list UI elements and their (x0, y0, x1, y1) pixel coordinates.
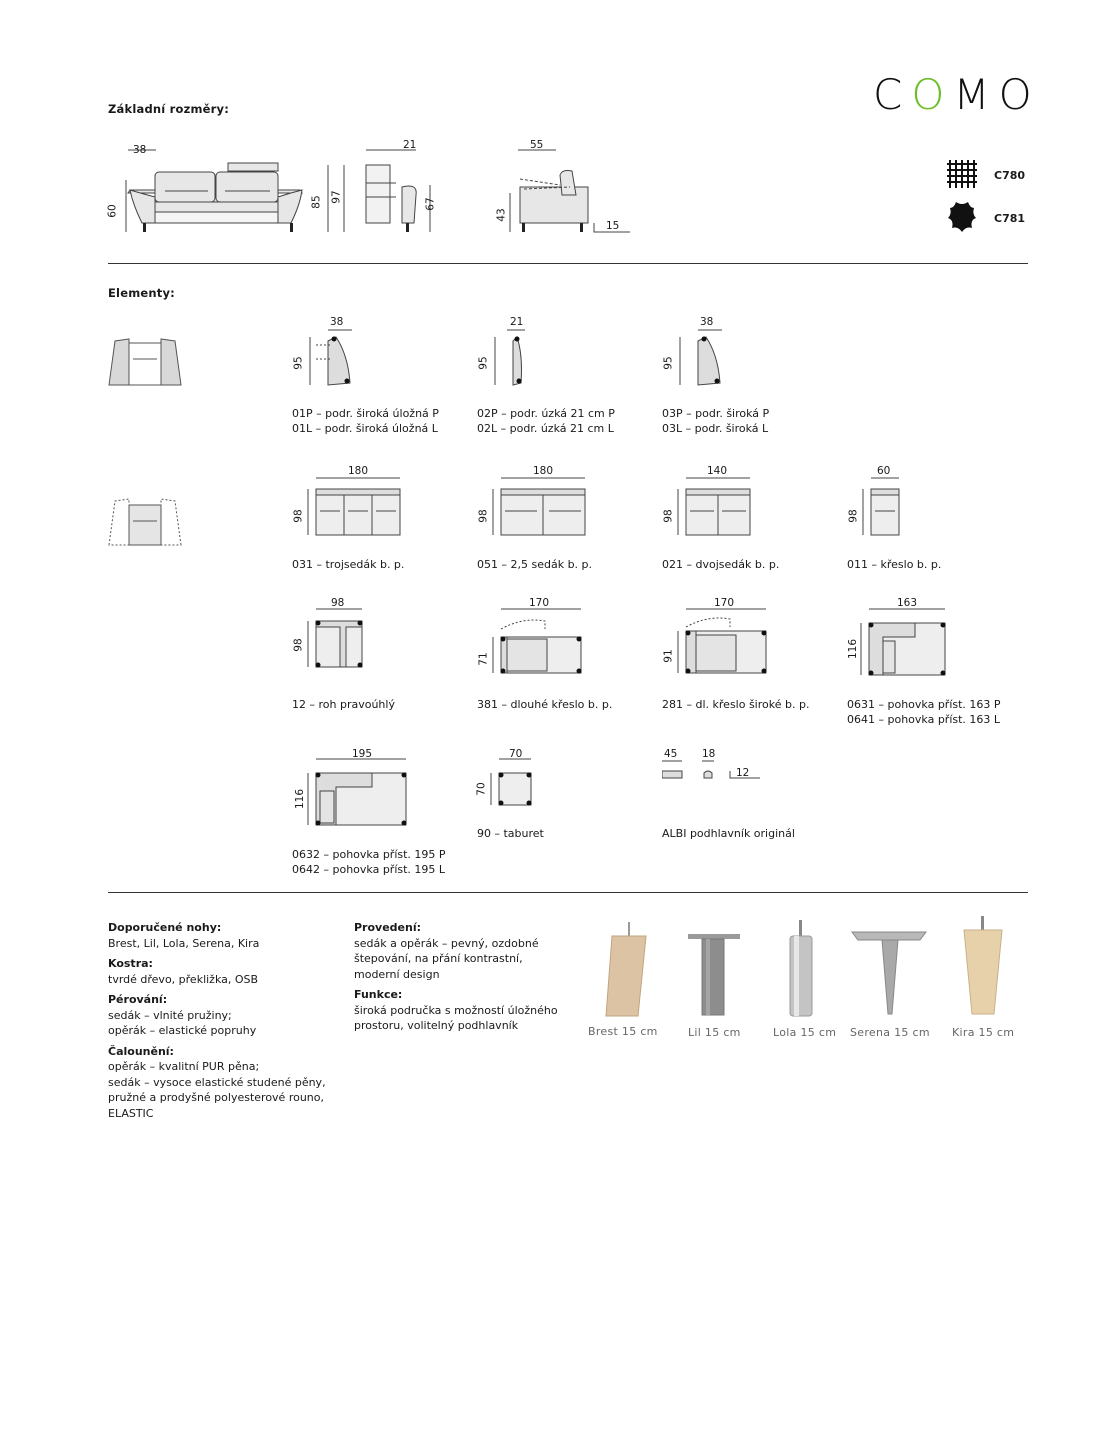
el-281-width: 170 (714, 597, 735, 609)
el-0642-label-l: 0642 – pohovka příst. 195 L (292, 863, 446, 876)
info-upholstery-line4: ELASTIC (108, 1106, 154, 1120)
arm-03-label-p: 03P – podr. široká P (662, 407, 770, 420)
el-0631-width: 163 (897, 597, 918, 609)
arm-element-02 (477, 315, 677, 445)
sofa-051-height: 98 (477, 509, 490, 523)
dim-leg: 15 (606, 220, 620, 232)
el-12-label: 12 – roh pravoúhlý (292, 698, 395, 711)
element-381 (477, 597, 657, 727)
el-90-width: 70 (509, 748, 523, 760)
arm-03-width: 38 (700, 316, 714, 328)
dim-seat-depth: 55 (530, 139, 544, 151)
sofa-051 (477, 465, 657, 575)
sofa-031 (292, 465, 472, 575)
element-0631 (847, 597, 1027, 727)
info-function-line1: široká područka s možností úložného (354, 1003, 558, 1017)
dim-arm-narrow: 21 (403, 139, 417, 151)
sofa-011-height: 98 (847, 509, 860, 523)
dim-depth: 60 (106, 204, 119, 218)
arm-element-03 (662, 315, 862, 445)
el-0632-label-p: 0632 – pohovka příst. 195 P (292, 848, 446, 861)
sofa-031-width: 180 (348, 465, 369, 477)
sofa-011-width: 60 (877, 465, 891, 477)
info-upholstery-line1: opěrák – kvalitní PUR pěna; (108, 1060, 260, 1073)
sofa-011 (847, 465, 1027, 575)
element-281 (662, 597, 842, 727)
arm-01-height: 95 (292, 356, 305, 370)
el-0632-height: 116 (294, 788, 307, 810)
divider-1 (108, 263, 1028, 264)
brest-leg-icon (598, 920, 658, 1020)
dim-height-97: 97 (330, 190, 343, 204)
albi-width-18: 18 (702, 748, 716, 760)
lola-leg-label: Lola 15 cm (773, 1026, 837, 1039)
armchair-perspective-icon-2 (105, 495, 185, 549)
el-0632-width: 195 (352, 748, 373, 760)
info-function-title: Funkce: (354, 988, 403, 1001)
arm-02-label-l: 02L – podr. úzká 21 cm L (477, 422, 614, 435)
basic-dims-title: Základní rozměry: (108, 102, 230, 116)
serena-leg-icon (850, 920, 930, 1020)
brest-leg-label: Brest 15 cm (588, 1025, 658, 1038)
arm-02-height: 95 (477, 356, 490, 370)
info-upholstery-line2: sedák – vysoce elastické studené pěny, (108, 1075, 326, 1089)
albi-height-12: 12 (736, 767, 750, 779)
kira-leg-icon (958, 916, 1008, 1020)
sofa-011-label: 011 – křeslo b. p. (847, 558, 942, 571)
kira-leg-label: Kira 15 cm (952, 1026, 1015, 1039)
arm-02-label-p: 02P – podr. úzká 21 cm P (477, 407, 615, 420)
arm-02-width: 21 (510, 316, 524, 328)
swatch-c781-label: C781 (994, 212, 1026, 225)
el-12-width: 98 (331, 597, 345, 609)
info-column-1 (108, 920, 348, 1121)
sofa-021-width: 140 (707, 465, 728, 477)
info-springs-line1: sedák – vlnité pružiny; (108, 1008, 232, 1022)
armchair-perspective-icon-1 (105, 335, 185, 389)
dim-seat-height: 43 (495, 208, 508, 222)
lil-leg-icon (684, 920, 744, 1020)
brand-logo: COMO (873, 70, 1041, 119)
sofa-051-width: 180 (533, 465, 554, 477)
element-90-taburet (477, 747, 657, 847)
lil-leg-label: Lil 15 cm (688, 1026, 741, 1039)
arm-01-width: 38 (330, 316, 344, 328)
arm-03-height: 95 (662, 356, 675, 370)
info-column-2 (354, 920, 584, 1034)
info-function-line2: prostoru, volitelný podhlavník (354, 1019, 519, 1032)
el-281-height: 91 (662, 649, 675, 663)
sofa-051-label: 051 – 2,5 sedák b. p. (477, 558, 593, 571)
el-0641-label-l: 0641 – pohovka příst. 163 L (847, 713, 1001, 726)
el-381-height: 71 (477, 652, 490, 666)
el-12-height: 98 (292, 638, 305, 652)
el-0631-height: 116 (847, 638, 860, 660)
info-finish-title: Provedení: (354, 921, 422, 934)
el-381-width: 170 (529, 597, 550, 609)
elements-title: Elementy: (108, 286, 175, 300)
element-12-corner (292, 597, 472, 727)
serena-leg-label: Serena 15 cm (850, 1026, 930, 1039)
fabric-grid-icon (946, 158, 978, 190)
el-281-label: 281 – dl. křeslo široké b. p. (662, 698, 810, 711)
info-springs-line2: opěrák – elastické popruhy (108, 1024, 257, 1037)
el-381-label: 381 – dlouhé křeslo b. p. (477, 698, 613, 711)
info-legs-text: Brest, Lil, Lola, Serena, Kira (108, 936, 260, 950)
sofa-021 (662, 465, 842, 575)
dim-height-85: 85 (310, 195, 323, 209)
sofa-031-label: 031 – trojsedák b. p. (292, 558, 405, 571)
sofa-021-label: 021 – dvojsedák b. p. (662, 558, 780, 571)
info-finish-line3: moderní design (354, 967, 440, 981)
sofa-021-height: 98 (662, 509, 675, 523)
arm-01-label-p: 01P – podr. široká úložná P (292, 407, 439, 420)
info-finish-line2: štepování, na přání kontrastní, (354, 952, 523, 965)
lola-leg-icon (776, 920, 826, 1020)
arm-03-label-l: 03L – podr. široká L (662, 422, 769, 435)
arm-element-01 (292, 315, 492, 445)
albi-width-45: 45 (664, 748, 678, 760)
info-upholstery-line3: pružné a prodyšné polyesterové rouno, (108, 1091, 324, 1104)
el-90-label: 90 – taburet (477, 827, 544, 840)
el-0631-label-p: 0631 – pohovka příst. 163 P (847, 698, 1001, 711)
info-legs-title: Doporučené nohy: (108, 921, 222, 934)
element-0632 (292, 747, 472, 877)
divider-2 (108, 892, 1028, 893)
info-springs-title: Pérování: (108, 993, 168, 1006)
element-albi-headrest (662, 747, 842, 847)
el-90-height: 70 (475, 782, 488, 796)
sofa-031-height: 98 (292, 509, 305, 523)
dim-arm-height: 67 (424, 197, 437, 211)
swatch-c780-label: C780 (994, 169, 1026, 182)
info-frame-text: tvrdé dřevo, překližka, OSB (108, 972, 259, 986)
dim-arm-width: 38 (133, 144, 147, 156)
info-frame-title: Kostra: (108, 957, 153, 970)
info-upholstery-title: Čalounění: (108, 1044, 174, 1058)
arm-01-label-l: 01L – podr. široká úložná L (292, 422, 438, 435)
info-finish-line1: sedák a opěrák – pevný, ozdobné (354, 936, 539, 950)
basic-dimensions-drawing (100, 135, 640, 245)
albi-label: ALBI podhlavník originál (662, 827, 795, 840)
leather-hide-icon (946, 200, 978, 234)
